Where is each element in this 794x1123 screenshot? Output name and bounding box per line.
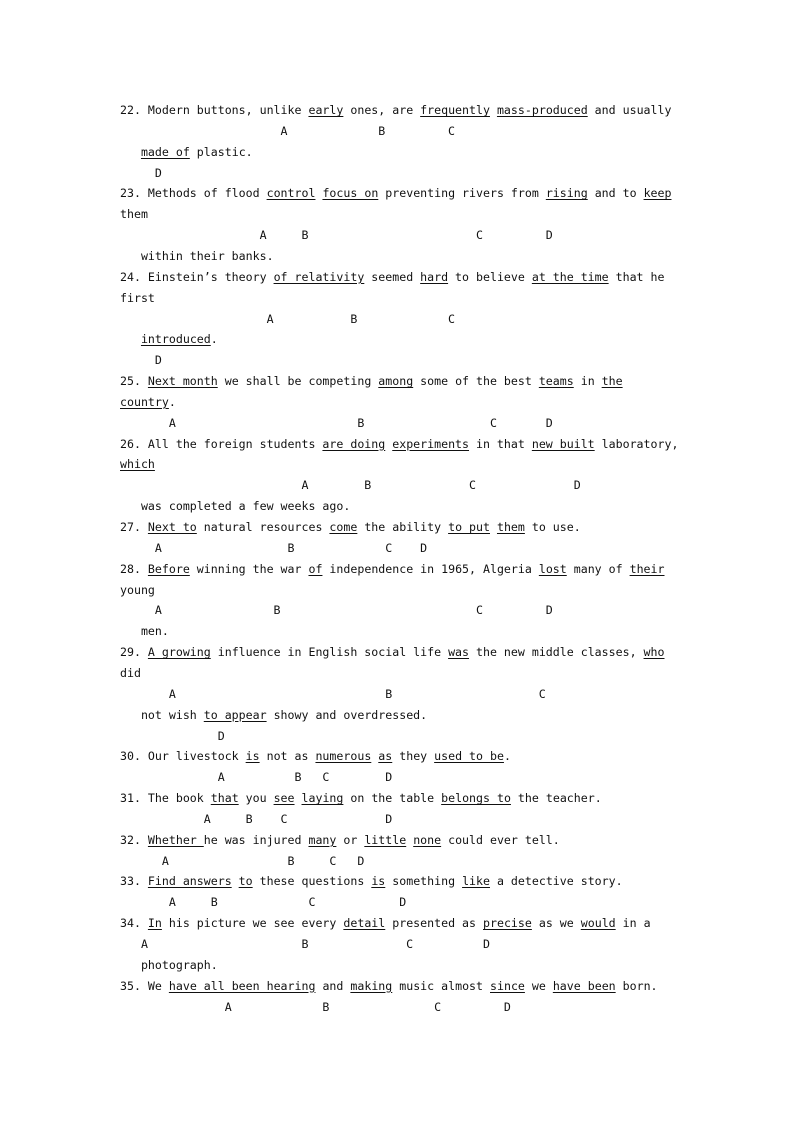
- line-text: 34.: [120, 916, 148, 931]
- question-line: [120, 353, 162, 367]
- question-line: [120, 186, 671, 200]
- underlined-option: none: [413, 832, 442, 847]
- line-text: [295, 791, 302, 805]
- question-line: [120, 729, 225, 743]
- line-text: music almost: [392, 978, 490, 993]
- line-text: as we: [531, 916, 581, 931]
- underlined-option: laying: [301, 791, 344, 806]
- line-text: [490, 520, 497, 534]
- underlined-option: see: [273, 791, 295, 806]
- underlined-option: to appear: [203, 707, 267, 722]
- underlined-option: teams: [538, 374, 574, 389]
- line-text: in that: [469, 436, 532, 451]
- underlined-option: rising: [545, 186, 588, 201]
- line-text: and: [315, 978, 351, 993]
- underlined-option: to put: [448, 520, 490, 534]
- question-line: [120, 812, 392, 826]
- line-text: something: [385, 874, 463, 889]
- line-text: A B C: [120, 686, 546, 701]
- question-line: [120, 312, 455, 326]
- line-text: the new middle classes,: [469, 645, 644, 660]
- line-text: 35. We: [120, 978, 169, 993]
- line-text: within their banks.: [120, 248, 274, 263]
- question-line: [120, 895, 406, 909]
- line-text: he was injured: [203, 832, 309, 847]
- underlined-option: them: [496, 520, 525, 534]
- line-text: A B C D: [120, 895, 407, 910]
- question-line: [120, 416, 553, 430]
- line-text: A B C: [120, 123, 456, 138]
- line-text: .: [210, 332, 218, 347]
- line-text: you: [238, 791, 274, 806]
- question-line: [120, 166, 162, 180]
- underlined-option: of relativity: [273, 269, 365, 284]
- underlined-option: mass-produced: [496, 103, 588, 117]
- line-text: did: [120, 665, 141, 680]
- line-text: 27.: [120, 520, 148, 534]
- question-line: [120, 791, 602, 805]
- underlined-option: is: [245, 749, 260, 764]
- line-text: could ever tell.: [441, 832, 560, 847]
- underlined-option: that: [210, 791, 239, 806]
- line-text: laboratory,: [594, 436, 679, 451]
- line-text: presented as: [385, 916, 483, 931]
- underlined-option: to: [238, 874, 253, 889]
- underlined-option: Next month: [147, 374, 218, 389]
- question-line: [120, 562, 665, 576]
- line-text: 33.: [120, 874, 148, 889]
- question-line: [120, 749, 511, 763]
- line-text: first: [120, 290, 155, 305]
- line-text: men.: [120, 624, 169, 639]
- question-line: [120, 979, 658, 993]
- line-text: plastic.: [189, 144, 253, 159]
- underlined-option: little: [364, 832, 407, 847]
- underlined-option: control: [266, 186, 316, 201]
- line-text: in a: [615, 916, 651, 931]
- line-text: showy and overdressed.: [266, 707, 428, 722]
- question-line: [120, 270, 664, 284]
- question-line: [120, 916, 651, 930]
- underlined-option: focus on: [322, 186, 379, 201]
- question-line: [120, 937, 490, 951]
- underlined-option: at the time: [531, 269, 609, 284]
- line-text: these questions: [252, 874, 372, 889]
- underlined-option: are doing: [322, 436, 386, 451]
- line-text: 26. All the foreign students: [120, 436, 323, 451]
- line-text: A B C D: [120, 478, 581, 493]
- line-text: A B C D: [120, 415, 553, 430]
- line-text: to use.: [524, 520, 581, 534]
- line-text: 25.: [120, 374, 148, 389]
- underlined-option: as: [378, 749, 393, 764]
- line-text: or: [336, 832, 365, 847]
- line-text: D: [120, 165, 162, 180]
- underlined-option: experiments: [392, 436, 470, 451]
- underlined-option: have all been hearing: [168, 978, 316, 993]
- line-text: .: [503, 749, 511, 764]
- underlined-option: introduced: [140, 332, 211, 347]
- line-text: a detective story.: [489, 874, 623, 889]
- underlined-option: since: [490, 978, 525, 993]
- line-text: [120, 332, 141, 346]
- underlined-option: lost: [538, 561, 567, 576]
- question-line: [120, 687, 546, 701]
- underlined-option: belongs to: [441, 791, 511, 806]
- line-text: to believe: [448, 269, 532, 284]
- underlined-option: precise: [483, 916, 532, 931]
- underlined-option: new built: [531, 436, 595, 451]
- line-text: winning the war: [189, 561, 309, 576]
- line-text: 31. The book: [120, 791, 211, 806]
- question-line: [120, 374, 623, 388]
- line-text: 28.: [120, 561, 148, 576]
- line-text: the ability: [357, 520, 449, 534]
- question-line: [120, 291, 155, 305]
- underlined-option: have been: [552, 978, 616, 993]
- line-text: A B C: [120, 311, 456, 326]
- line-text: A B C D: [120, 811, 393, 826]
- line-text: not wish: [120, 707, 204, 722]
- underlined-option: their: [629, 561, 665, 576]
- line-text: born.: [615, 978, 658, 993]
- line-text: natural resources: [196, 520, 330, 534]
- line-text: some of the best: [413, 374, 539, 389]
- question-line: [120, 1000, 511, 1014]
- line-text: A B C D: [120, 853, 365, 868]
- question-line: [120, 770, 392, 784]
- underlined-option: keep: [643, 186, 672, 201]
- line-text: the teacher.: [510, 791, 602, 806]
- line-text: D: [120, 728, 225, 743]
- underlined-option: like: [462, 874, 490, 889]
- question-line: [120, 583, 155, 597]
- line-text: 30. Our livestock: [120, 749, 246, 764]
- line-text: we: [524, 978, 553, 993]
- line-text: not as: [259, 749, 316, 764]
- question-line: [120, 103, 671, 117]
- question-line: [120, 520, 581, 534]
- question-line: [120, 708, 427, 722]
- question-line: [120, 124, 455, 138]
- underlined-option: many: [308, 832, 337, 847]
- line-text: on the table: [343, 791, 442, 806]
- underlined-option: hard: [420, 269, 449, 284]
- line-text: his picture we see every: [161, 916, 344, 931]
- question-line: [120, 437, 678, 451]
- line-text: we shall be competing: [217, 374, 379, 389]
- underlined-option: the: [601, 374, 623, 389]
- underlined-option: country: [120, 394, 169, 409]
- underlined-option: numerous: [315, 749, 372, 764]
- underlined-option: Whether: [147, 832, 204, 847]
- question-line: [120, 332, 218, 346]
- underlined-option: making: [350, 978, 393, 993]
- line-text: and to: [587, 186, 644, 201]
- line-text: A B C D: [120, 999, 511, 1014]
- underlined-option: Next to: [147, 520, 197, 534]
- line-text: [232, 874, 239, 888]
- underlined-option: Find answers: [147, 874, 232, 889]
- line-text: A B C D: [120, 770, 393, 785]
- line-text: preventing rivers from: [378, 186, 546, 201]
- underlined-option: who: [643, 645, 665, 660]
- line-text: A B C D: [120, 937, 490, 951]
- question-line: [120, 457, 155, 471]
- line-text: A B C D: [120, 540, 428, 555]
- question-line: [120, 478, 581, 492]
- underlined-option: was: [448, 645, 470, 660]
- line-text: [120, 145, 141, 159]
- line-text: many of: [566, 561, 630, 576]
- line-text: A B C D: [120, 603, 553, 618]
- question-line: [120, 395, 176, 409]
- line-text: A B C D: [120, 228, 553, 243]
- question-line: [120, 145, 253, 159]
- question-line: [120, 624, 169, 638]
- line-text: was completed a few weeks ago.: [120, 499, 351, 514]
- underlined-option: made of: [140, 144, 190, 159]
- underlined-option: early: [308, 103, 344, 117]
- line-text: ones, are: [343, 103, 421, 117]
- underlined-option: is: [371, 874, 386, 889]
- question-line: [120, 645, 665, 659]
- question-line: [120, 603, 553, 617]
- question-line: [120, 833, 560, 847]
- question-line: [120, 207, 148, 221]
- line-text: 22. Modern buttons, unlike: [120, 103, 309, 117]
- line-text: that he: [608, 269, 665, 284]
- line-text: 24. Einstein’s theory: [120, 269, 274, 284]
- underlined-option: of: [308, 561, 323, 576]
- underlined-option: A growing: [147, 645, 211, 660]
- line-text: .: [168, 394, 176, 409]
- underlined-option: which: [120, 457, 155, 472]
- line-text: 32.: [120, 832, 148, 847]
- line-text: 23. Methods of flood: [120, 186, 267, 201]
- line-text: photograph.: [120, 957, 218, 972]
- underlined-option: detail: [343, 916, 386, 931]
- question-line: [120, 666, 141, 680]
- question-line: [120, 874, 623, 888]
- line-text: them: [120, 207, 148, 222]
- question-line: [120, 249, 274, 263]
- line-text: independence in 1965, Algeria: [322, 561, 539, 576]
- line-text: young: [120, 582, 155, 597]
- question-line: [120, 958, 218, 972]
- question-line: [120, 854, 364, 868]
- underlined-option: frequently: [420, 103, 490, 117]
- question-line: [120, 499, 350, 513]
- line-text: and usually: [587, 103, 672, 117]
- line-text: seemed: [364, 269, 421, 284]
- underlined-option: In: [147, 916, 162, 931]
- underlined-option: used to be: [434, 749, 504, 764]
- question-line: [120, 541, 427, 555]
- underlined-option: come: [329, 520, 358, 534]
- underlined-option: would: [580, 916, 616, 931]
- line-text: [490, 103, 497, 117]
- line-text: D: [120, 353, 162, 368]
- underlined-option: Before: [147, 561, 190, 576]
- line-text: influence in English social life: [210, 645, 449, 660]
- underlined-option: among: [378, 374, 414, 389]
- line-text: in: [573, 374, 602, 389]
- line-text: they: [392, 749, 435, 764]
- question-line: [120, 228, 553, 242]
- line-text: 29.: [120, 645, 148, 660]
